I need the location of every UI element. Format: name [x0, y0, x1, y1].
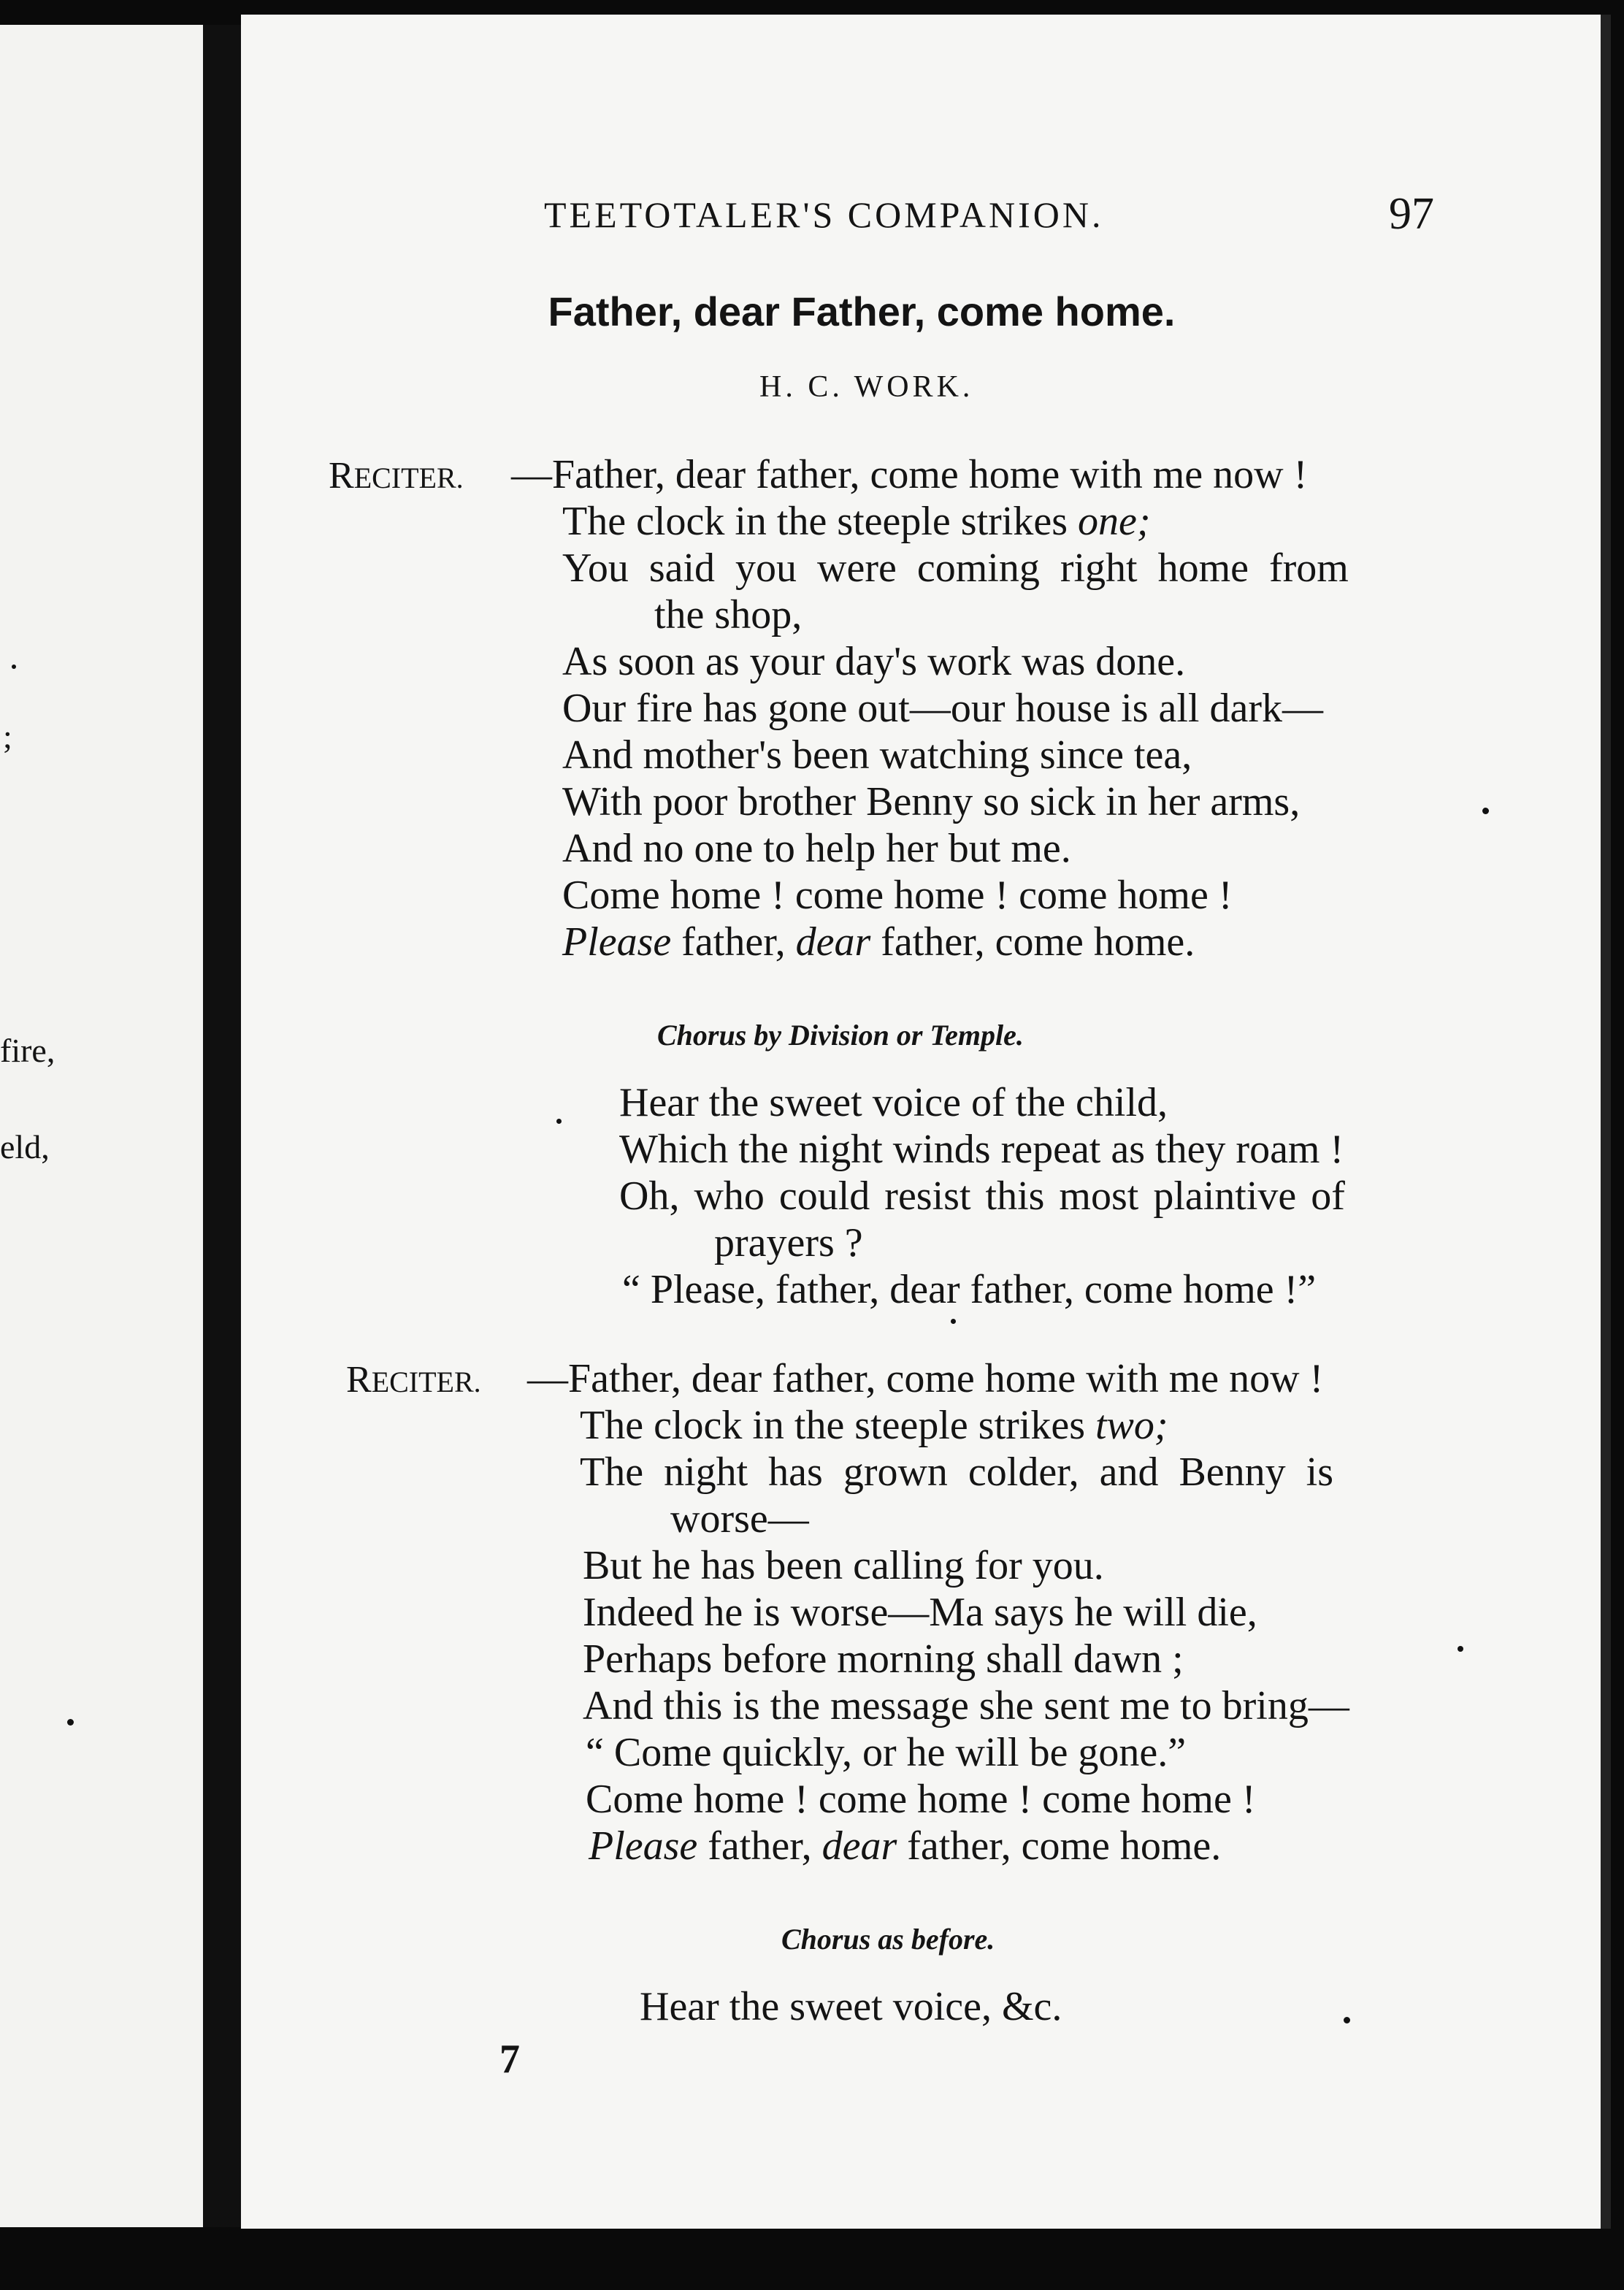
stanza2-line-6: Indeed he is worse—Ma says he will die, [583, 1590, 1257, 1635]
ink-speck [951, 1319, 956, 1324]
stanza1-line-8: With poor brother Benny so sick in her arms, [562, 779, 1301, 824]
chorus1-line-3: Oh, who could resist this most plaintive of [619, 1173, 1345, 1219]
left-page-edge [0, 25, 203, 2227]
chorus2-line: Hear the sweet voice, &c. [640, 1984, 1062, 2029]
stanza1-line-4: the shop, [654, 592, 803, 637]
speaker-initial: R [329, 455, 354, 497]
stanza1-line-1: —Father, dear father, come home with me now ! [511, 452, 1308, 497]
emphasis: one; [1078, 499, 1151, 544]
speaker-initial: R [346, 1359, 372, 1401]
left-fragment-semicolon: ; [3, 718, 12, 755]
chorus1-line-4: prayers ? [714, 1220, 863, 1265]
stanza2-line-11: Please father, dear father, come home. [589, 1823, 1222, 1869]
stanza2-line-8: And this is the message she sent me to bring— [583, 1683, 1349, 1728]
chorus1-line-1: Hear the sweet voice of the child, [619, 1080, 1168, 1125]
stanza2-line-5: But he has been calling for you. [583, 1543, 1104, 1588]
stanza2-line-3: The night has grown colder, and Benny is [580, 1450, 1334, 1495]
ink-speck [1458, 1646, 1463, 1652]
ink-speck [67, 1719, 74, 1726]
stanza1-line-7: And mother's been watching since tea, [562, 732, 1192, 778]
ink-speck [556, 1119, 562, 1124]
left-fragment-eld: eld, [0, 1128, 50, 1165]
stanza1-line-10: Come home ! come home ! come home ! [562, 873, 1233, 918]
stanza1-line-9: And no one to help her but me. [562, 826, 1071, 871]
chorus1-line-2: Which the night winds repeat as they roam ! [619, 1127, 1344, 1172]
stanza2-line-9: “ Come quickly, or he will be gone.” [586, 1730, 1187, 1775]
stanza1-line-11: Please father, dear father, come home. [562, 919, 1195, 965]
ink-speck [1482, 808, 1489, 814]
speaker-label [346, 1358, 481, 1401]
stanza2-line-10: Come home ! come home ! come home ! [586, 1777, 1256, 1822]
ink-speck [12, 665, 16, 669]
author: H. C. WORK. [759, 370, 974, 404]
speaker-small-caps: ECITER. [353, 462, 464, 494]
left-fragment-fire: fire, [0, 1032, 55, 1069]
stanza2-line-4: worse— [670, 1496, 809, 1542]
stanza2-line-2: The clock in the steeple strikes two; [580, 1403, 1168, 1448]
signature-mark: 7 [499, 2037, 520, 2082]
stanza1-line-3: You said you were coming right home from [562, 545, 1349, 591]
chorus1-line-5: “ Please, father, dear father, come home !” [622, 1267, 1317, 1312]
poem-title: Father, dear Father, come home. [548, 288, 1176, 334]
ink-speck [1344, 2017, 1350, 2023]
stanza1-line-6: Our fire has gone out—our house is all dark— [562, 686, 1323, 731]
page-number: 97 [1389, 189, 1434, 239]
chorus-label: Chorus as before. [781, 1923, 995, 1956]
stanza2-line-1: —Father, dear father, come home with me now ! [527, 1356, 1324, 1401]
book-gutter [203, 25, 241, 2227]
chorus-label: Chorus by Division or Temple. [657, 1019, 1024, 1052]
emphasis: two; [1095, 1403, 1168, 1448]
speaker-label [329, 454, 464, 497]
stanza1-line-2: The clock in the steeple strikes one; [562, 499, 1151, 544]
running-head: TEETOTALER'S COMPANION. [544, 194, 1104, 235]
stanza1-line-5: As soon as your day's work was done. [562, 639, 1186, 684]
stanza2-line-7: Perhaps before morning shall dawn ; [583, 1636, 1184, 1682]
speaker-small-caps: ECITER. [371, 1366, 481, 1398]
